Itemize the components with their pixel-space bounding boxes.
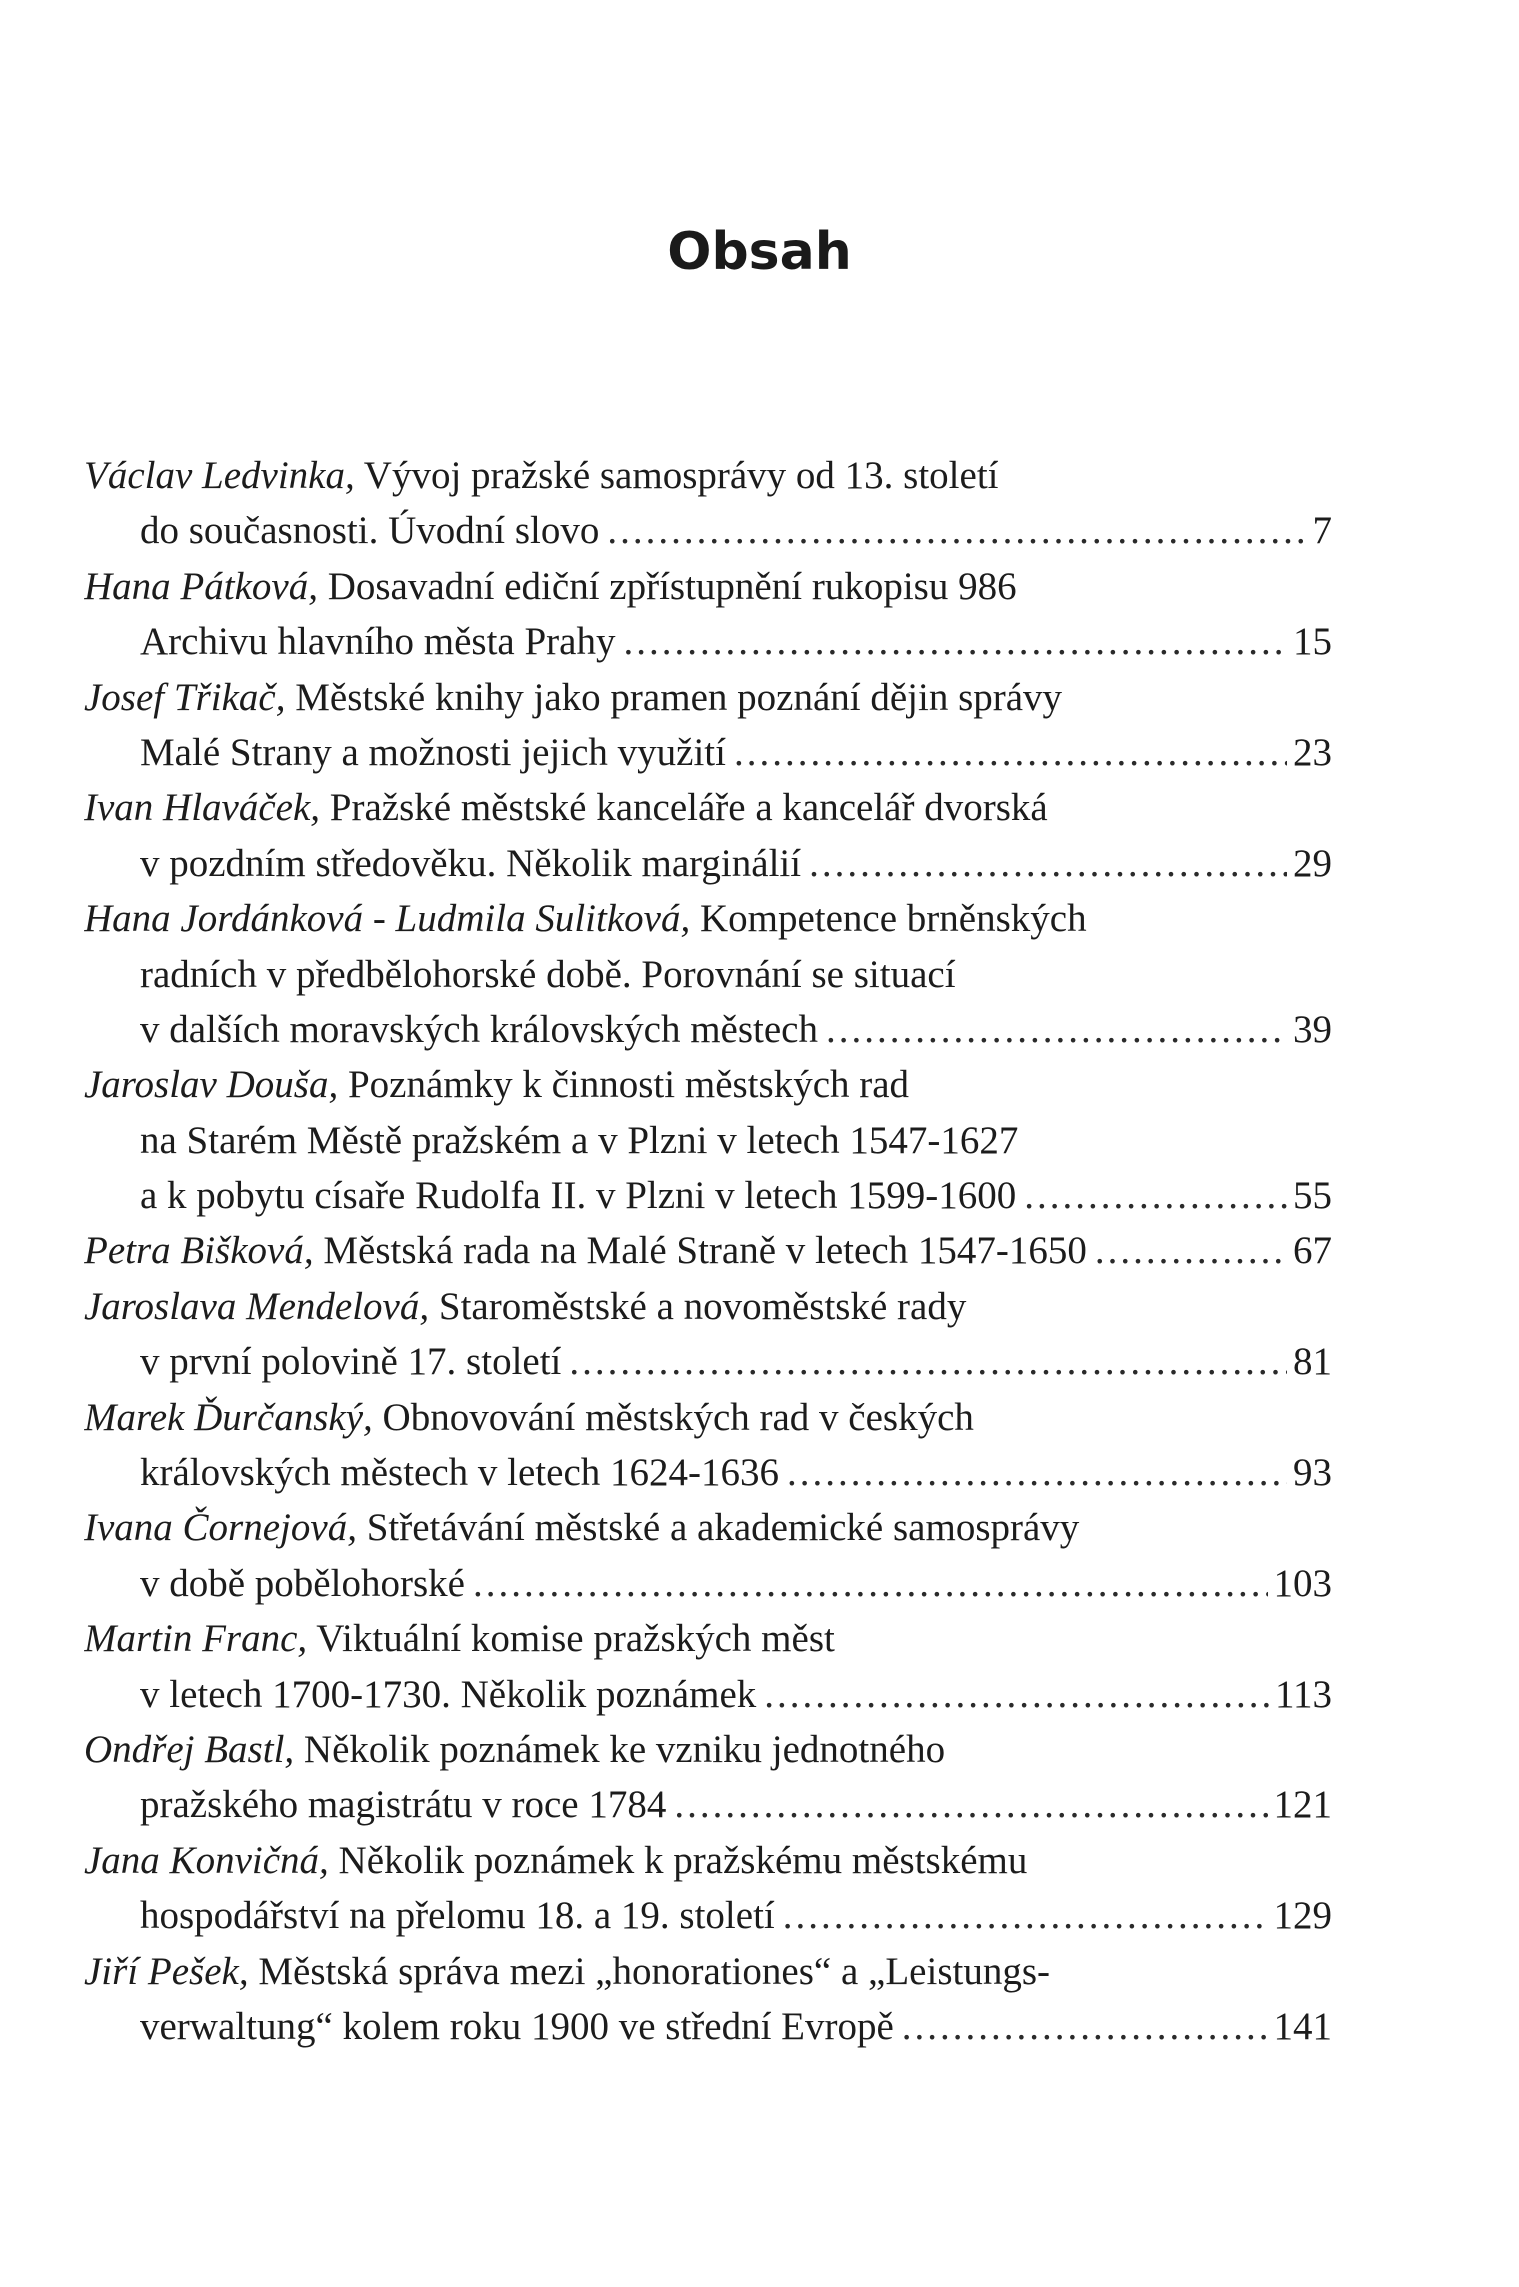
toc-title-text: Střetávání městské a akademické samosprávy (356, 1506, 1080, 1550)
toc-entry (84, 1057, 1332, 1223)
toc-title-text: královských městech v letech 1624-1636 (140, 1451, 779, 1495)
toc-entry-line (84, 725, 1332, 780)
toc-title-text: Dosavadní ediční zpřístupnění rukopisu 986 (317, 564, 1017, 608)
toc-title-text: v dalších moravských královských městech (140, 1007, 818, 1051)
toc-title-text: Viktuální komise pražských měst (307, 1617, 835, 1661)
toc-title-text: v letech 1700-1730. Několik poznámek (140, 1672, 757, 1716)
toc-entry (84, 1944, 1332, 2055)
toc-page-number: 15 (1293, 620, 1332, 664)
toc-entry (84, 891, 1332, 1057)
toc-entry-line (84, 1002, 1332, 1057)
toc-author: Hana Pátková, (84, 564, 318, 608)
toc-entry-line (84, 1223, 1332, 1278)
toc-entry-line (84, 780, 1332, 835)
toc-author: Ivana Čornejová, (84, 1506, 357, 1550)
toc-author: Josef Třikač, (84, 675, 286, 719)
toc-entry-line (84, 1999, 1332, 2054)
toc-page-number: 113 (1274, 1672, 1332, 1716)
toc-entry-line (84, 1611, 1332, 1666)
toc-entry-line (84, 1168, 1332, 1223)
dot-leader (809, 836, 1287, 891)
toc-title-text: Několik poznámek k pražskému městskému (328, 1838, 1028, 1882)
toc-page-number: 121 (1273, 1783, 1332, 1827)
toc-entry-line (84, 1390, 1332, 1445)
toc-author: Martin Franc, (84, 1617, 308, 1661)
toc-page-number: 81 (1293, 1340, 1332, 1384)
toc-entry (84, 1722, 1332, 1833)
dot-leader (764, 1667, 1269, 1722)
toc-entry-line (84, 1777, 1332, 1832)
toc-page-number: 67 (1293, 1229, 1332, 1273)
toc-entry (84, 1390, 1332, 1501)
toc-title-text: Kompetence brněnských (690, 897, 1087, 941)
toc-title-text: a k pobytu císaře Rudolfa II. v Plzni v letech 1599-1600 (140, 1174, 1017, 1218)
toc-author: Jana Konvičná, (84, 1838, 329, 1882)
toc-title-text: Několik poznámek ke vzniku jednotného (294, 1727, 946, 1771)
dot-leader (734, 725, 1287, 780)
toc-entry-line (84, 1334, 1332, 1389)
toc-title-text: Malé Strany a možnosti jejich využití (140, 730, 726, 774)
toc-title-text: v době pobělohorské (140, 1561, 465, 1605)
toc-author: Ondřej Bastl, (84, 1727, 295, 1771)
toc-title-text: hospodářství na přelomu 18. a 19. století (140, 1894, 775, 1938)
toc-entry (84, 1279, 1332, 1390)
dot-leader (473, 1556, 1268, 1611)
toc-entry (84, 1223, 1332, 1278)
toc-entry-line (84, 503, 1332, 558)
toc-entry-line (84, 1667, 1332, 1722)
toc-title-text: Staroměstské a novoměstské rady (429, 1284, 967, 1328)
toc-title-text: Obnovování městských rad v českých (372, 1395, 974, 1439)
dot-leader (787, 1445, 1287, 1500)
toc-entry (84, 559, 1332, 670)
toc-title-text: verwaltung“ kolem roku 1900 ve střední Evropě (140, 2004, 894, 2048)
page-title: Obsah (667, 222, 852, 282)
toc-author: Jaroslava Mendelová, (84, 1284, 430, 1328)
toc-title-text: v pozdním středověku. Několik marginálií (140, 841, 802, 885)
toc-entry (84, 448, 1332, 559)
toc-title-text: Archivu hlavního města Prahy (140, 620, 616, 664)
toc-entry-line (84, 891, 1332, 946)
toc-page-number: 39 (1293, 1007, 1332, 1051)
toc-entry (84, 1833, 1332, 1944)
toc-entry-line (84, 836, 1332, 891)
dot-leader (1024, 1168, 1287, 1223)
toc-entry-line (84, 448, 1332, 503)
toc-author: Marek Ďurčanský, (84, 1395, 373, 1439)
toc-author: Petra Bišková, (84, 1229, 314, 1273)
toc-entry-line (84, 1279, 1332, 1334)
toc-author: Václav Ledvinka, (84, 454, 355, 497)
dot-leader (783, 1888, 1268, 1943)
dot-leader (674, 1777, 1267, 1832)
toc-entry (84, 670, 1332, 781)
dot-leader (607, 503, 1306, 558)
toc-page-number: 129 (1273, 1894, 1332, 1938)
dot-leader (1095, 1223, 1287, 1278)
toc-title-text: Vývoj pražské samosprávy od 13. století (354, 454, 999, 497)
dot-leader (902, 1999, 1268, 2054)
toc-entry-line (84, 1944, 1332, 1999)
toc-entry-line (84, 1833, 1332, 1888)
toc-entry-line (84, 559, 1332, 614)
toc-title-text: pražského magistrátu v roce 1784 (140, 1783, 667, 1827)
toc-entry-line (84, 614, 1332, 669)
toc-author: Jaroslav Douša, (84, 1063, 339, 1107)
toc-page-number: 55 (1293, 1174, 1332, 1218)
toc-page-number: 23 (1293, 730, 1332, 774)
toc-entry (84, 1611, 1332, 1722)
table-of-contents (84, 448, 1332, 2054)
toc-entry-line (84, 1556, 1332, 1611)
toc-author: Ivan Hlaváček, (84, 786, 321, 830)
dot-leader (826, 1002, 1287, 1057)
toc-entry-line (84, 670, 1332, 725)
dot-leader (569, 1334, 1287, 1389)
toc-entry-line (84, 1888, 1332, 1943)
toc-entry-line (84, 1445, 1332, 1500)
toc-title-text: Městská rada na Malé Straně v letech 1547-1650 (313, 1229, 1087, 1273)
toc-entry-line: na Starém Městě pražském a v Plzni v letech 1547-1627 (140, 1118, 1019, 1162)
toc-page-number: 141 (1273, 2004, 1332, 2048)
toc-author: Hana Jordánková - Ludmila Sulitková, (84, 897, 691, 941)
toc-author: Jiří Pešek, (84, 1949, 249, 1993)
toc-entry-line (84, 1500, 1332, 1555)
toc-title-text: Poznámky k činnosti městských rad (338, 1063, 910, 1107)
toc-entry (84, 1500, 1332, 1611)
toc-title-text: v první polovině 17. století (140, 1340, 562, 1384)
toc-title-text: Pražské městské kanceláře a kancelář dvorská (320, 786, 1048, 830)
toc-entry-line: radních v předbělohorské době. Porovnání se situací (140, 952, 956, 996)
toc-page-number: 93 (1293, 1451, 1332, 1495)
toc-page-number: 29 (1293, 841, 1332, 885)
dot-leader (623, 614, 1287, 669)
toc-title-text: do současnosti. Úvodní slovo (140, 509, 600, 553)
toc-entry-line (84, 1722, 1332, 1777)
toc-page-number: 7 (1312, 509, 1332, 553)
toc-title-text: Městská správa mezi „honorationes“ a „Leistungs- (248, 1949, 1050, 1993)
toc-title-text: Městské knihy jako pramen poznání dějin správy (285, 675, 1063, 719)
toc-entry (84, 780, 1332, 891)
toc-entry-line (84, 1057, 1332, 1112)
toc-page-number: 103 (1273, 1561, 1332, 1605)
